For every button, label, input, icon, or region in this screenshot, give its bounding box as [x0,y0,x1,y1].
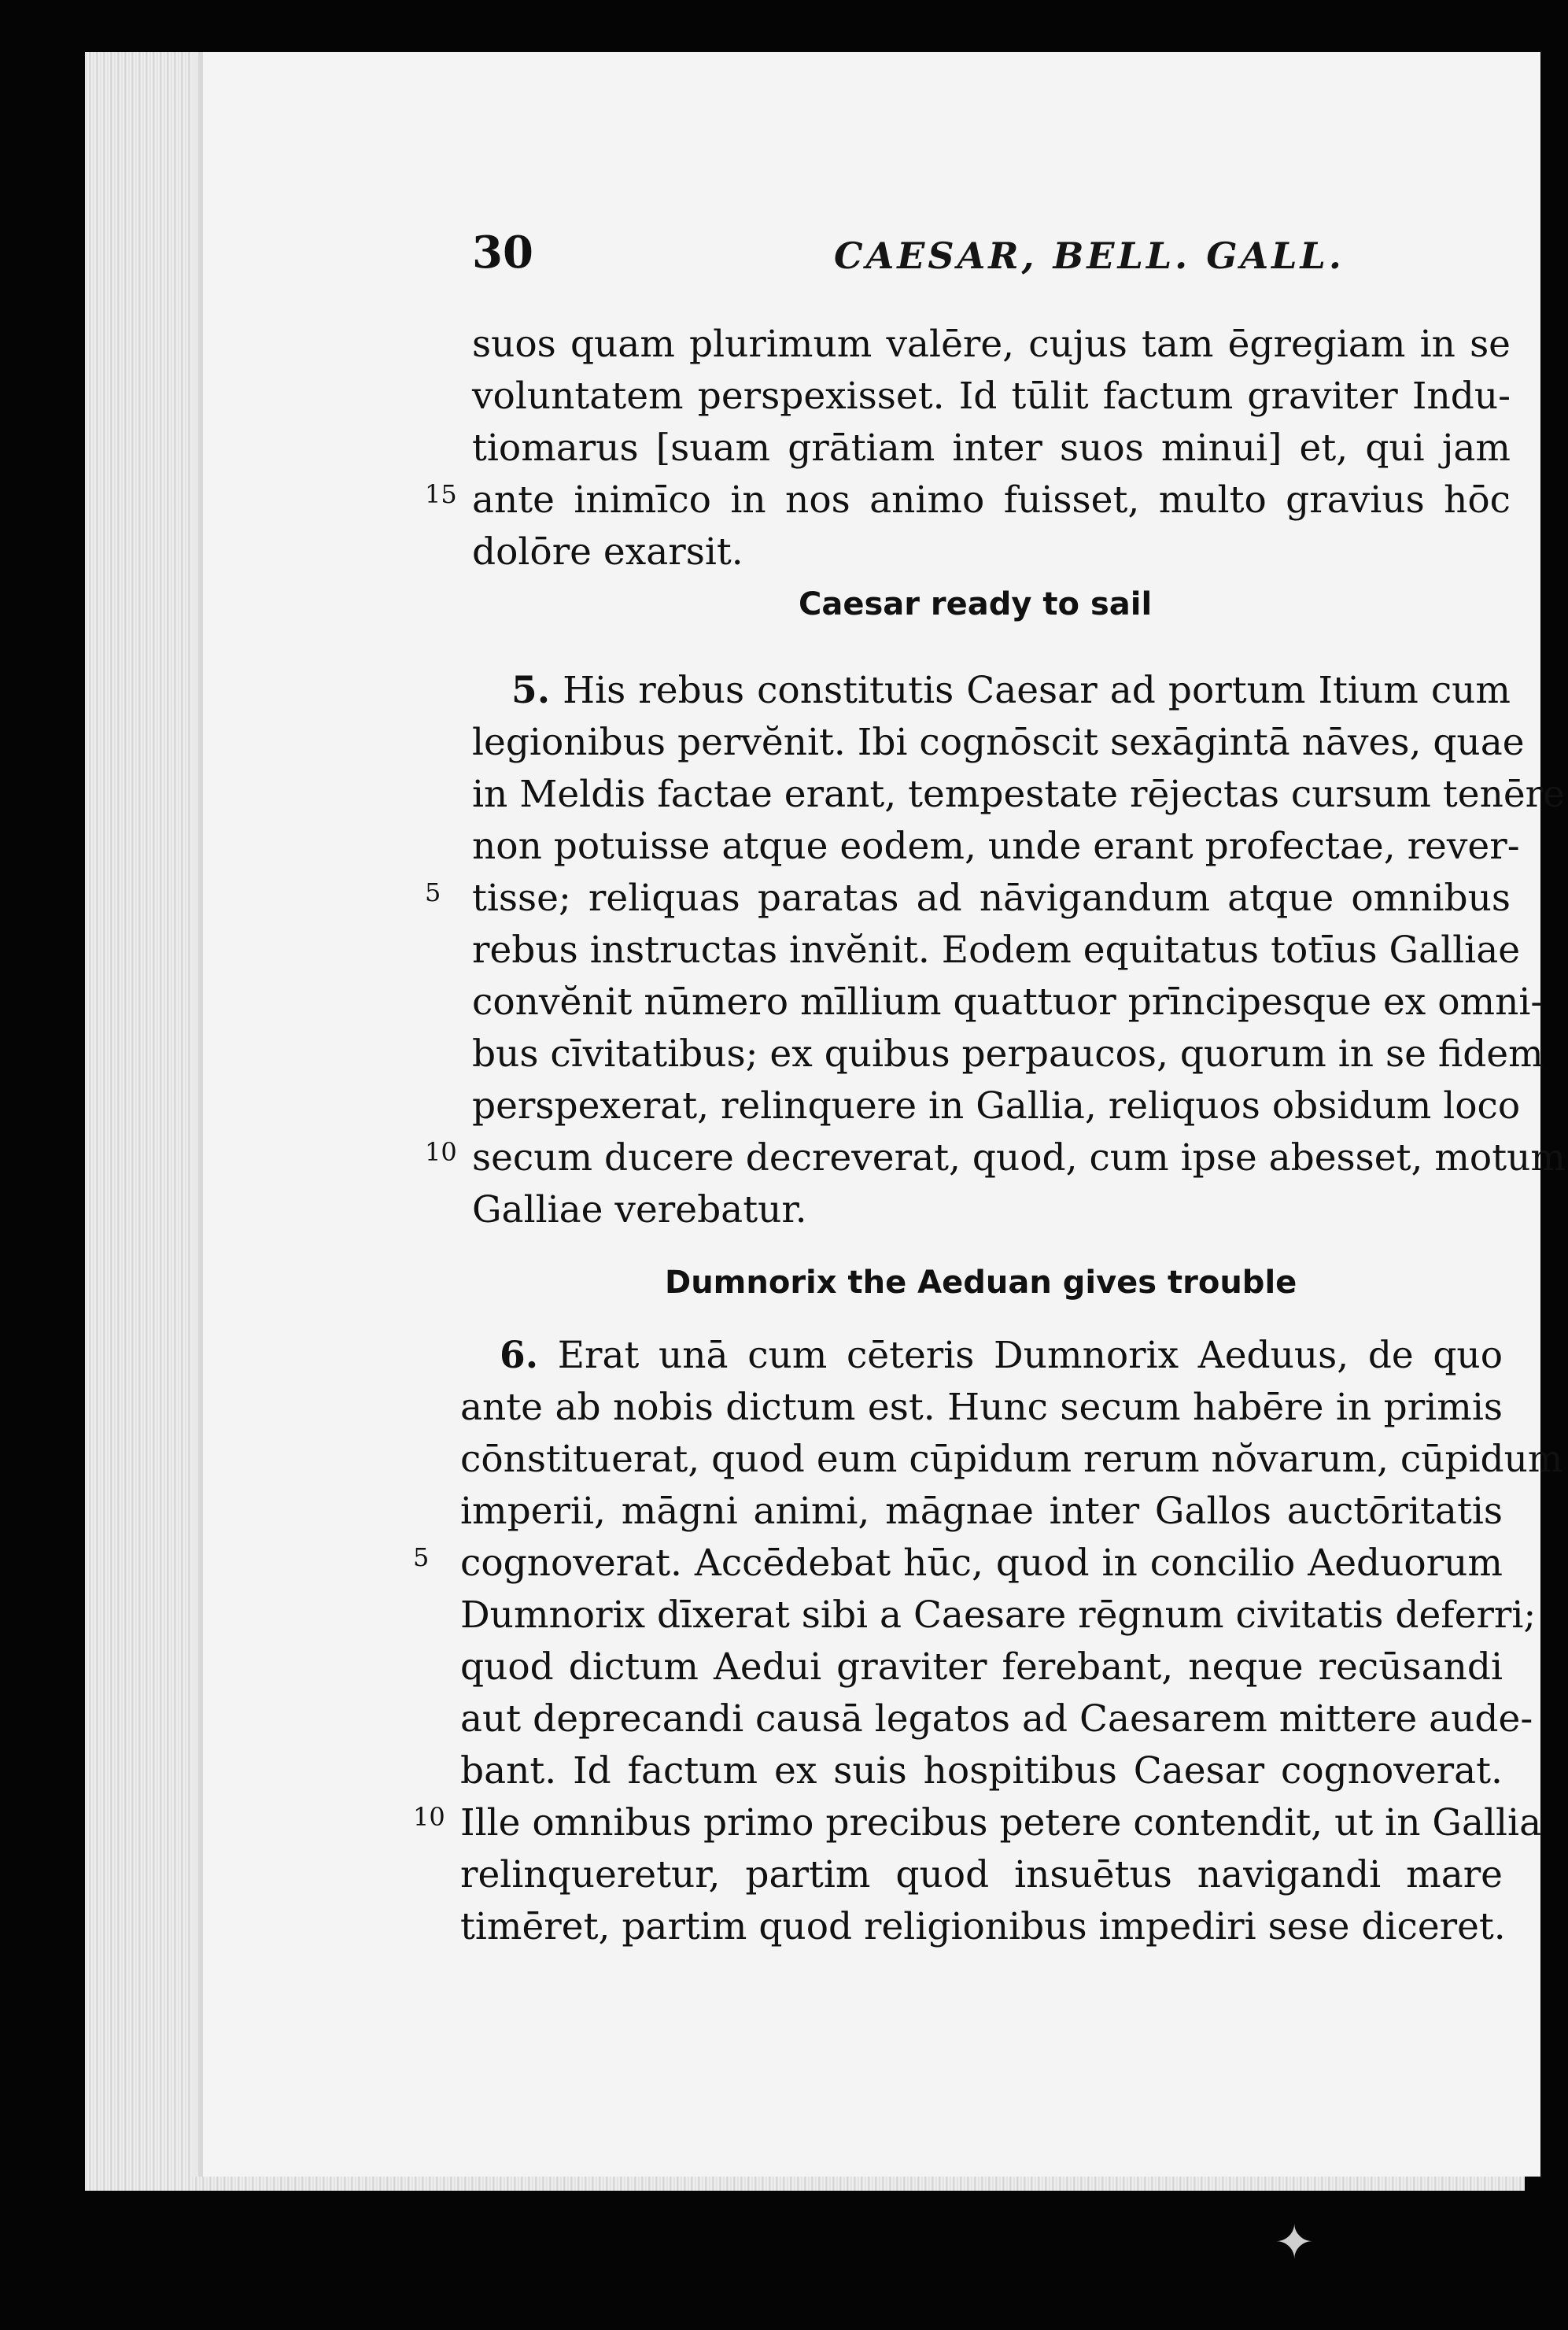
line-number: 10 [413,1802,445,1832]
text-line: imperii, māgni animi, māgnae inter Gallos auctōritatis [460,1490,1503,1533]
text-line: in Meldis factae erant, tempestate rējectas cursum tenēre [472,773,1565,816]
text-line: bus cīvitatibus; ex quibus perpaucos, quorum in se fidem [472,1032,1544,1076]
text-line: 6. Erat unā cum cēteris Dumnorix Aeduus, de quo [500,1334,1503,1377]
text-line: ante ab nobis dictum est. Hunc secum habēre in primis [460,1386,1503,1429]
text-line: timēret, partim quod religionibus impediri sese diceret. [460,1905,1506,1948]
text-line: Galliae verebatur. [472,1188,807,1231]
text-line: legionibus pervĕnit. Ibi cognōscit sexāgintā nāves, quae [472,721,1525,764]
section-number: 5. [511,669,551,712]
text-line: quod dictum Aedui graviter ferebant, neque recūsandi [460,1645,1503,1689]
text-line: 5. His rebus constitutis Caesar ad portum Itium cum [511,669,1511,712]
text-line: 10 Ille omnibus primo precibus petere contendit, ut in Gallia [413,1801,1542,1844]
text-line: rebus instructas invĕnit. Eodem equitatus totīus Galliae [472,929,1521,972]
text-line: aut deprecandi causā legatos ad Caesarem mittere aude- [460,1697,1533,1741]
text-line: suos quam plurimum valēre, cujus tam ēgregiam in se [472,323,1511,366]
text-line: bant. Id factum ex suis hospitibus Caesar cognoverat. [460,1749,1503,1793]
book-title: CAESAR, BELL. GALL. [834,234,1345,277]
line-number: 10 [425,1137,457,1167]
text-line: Dumnorix dīxerat sibi a Caesare rēgnum civitatis deferri; [460,1593,1537,1637]
section-heading: Caesar ready to sail [799,586,1153,622]
page-number: 30 [472,227,533,279]
text-line: dolōre exarsit. [472,530,743,574]
section-5 [425,665,1566,1236]
section-6 [413,1330,1563,1953]
line-number: 5 [413,1542,430,1572]
text-line: 15 ante inimīco in nos animo fuisset, multo gravius hōc [425,478,1511,522]
text-line: perspexerat, relinquere in Gallia, reliquos obsidum loco [472,1084,1521,1128]
text-line: relinqueretur, partim quod insuētus navigandi mare [460,1853,1503,1896]
paragraph-continuation [425,319,1511,578]
section-heading: Dumnorix the Aeduan gives trouble [665,1265,1297,1301]
text-line: cōnstituerat, quod eum cūpidum rerum nŏvarum, cūpidum [460,1438,1563,1481]
text-line: 10 secum ducere decreverat, quod, cum ipse abesset, motum [425,1136,1566,1180]
line-number: 15 [425,479,457,509]
section-number: 6. [500,1334,539,1377]
text-line: non potuisse atque eodem, unde erant profectae, rever- [472,825,1520,868]
running-head [267,227,1448,290]
text-line: 5 cognoverat. Accēdebat hūc, quod in concilio Aeduorum [413,1542,1503,1585]
text-line: voluntatem perspexisset. Id tūlit factum graviter Indu- [472,375,1511,418]
line-number: 5 [425,877,441,907]
decorative-mark-icon: ✦ [1275,2215,1315,2270]
text-line: tiomarus [suam grātiam inter suos minui] et, qui jam [472,426,1511,470]
text-line: 5 tisse; reliquas paratas ad nāvigandum atque omnibus [425,877,1511,920]
text-line: convĕnit nūmero mīllium quattuor prīncipesque ex omni- [472,980,1544,1024]
